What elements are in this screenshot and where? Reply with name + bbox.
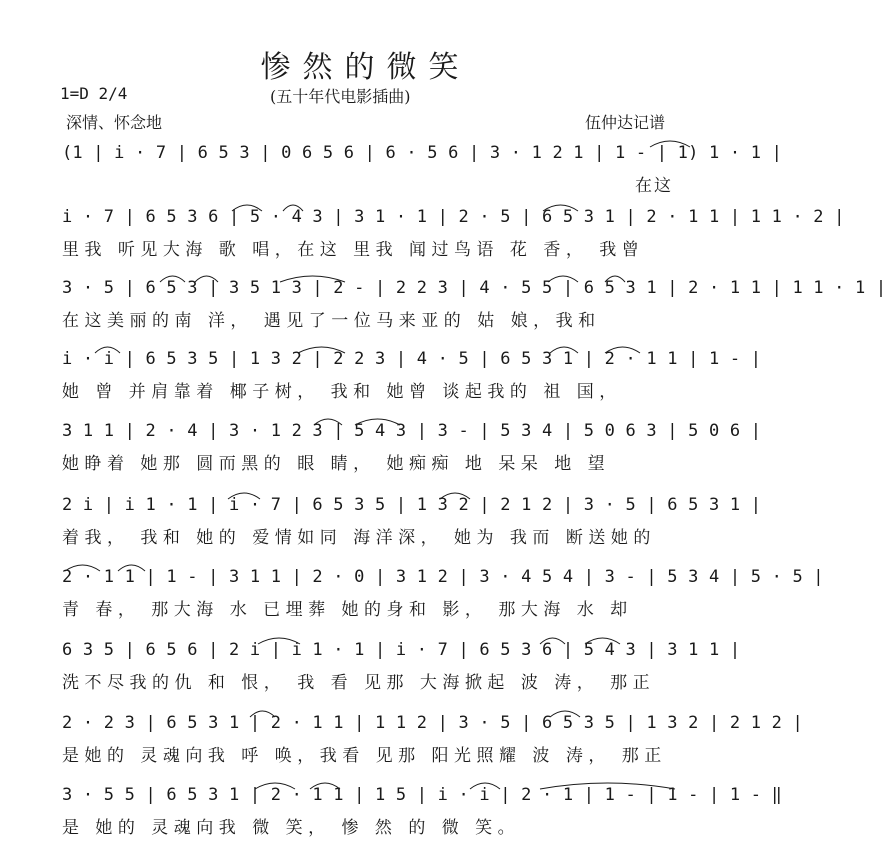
arranger-credit: 伍仲达记谱 [585, 113, 666, 132]
score-row [0, 278, 886, 338]
score-row [0, 207, 845, 267]
notation-line: i · i | 6 5 3 5 | 1 3 2 | 2 2 3 | 4 · 5 | 6 5 3 1 | 2 · 1 1 | 1 - | [62, 349, 762, 369]
notation-line: (1 | i · 7 | 6 5 3 | 0 6 5 6 | 6 · 5 6 | 3 · 1 2 1 | 1 - | 1) 1 · 1 | [62, 143, 783, 163]
lyric-line: 她睁着 她那 圆而黑的 眼 睛， 她痴痴 地 呆呆 地 望 [62, 454, 611, 474]
lyric-line: 青 春， 那大海 水 已埋葬 她的身和 影， 那大海 水 却 [62, 600, 633, 620]
lyric-line: 她 曾 并肩靠着 椰子树， 我和 她曾 谈起我的 祖 国， [62, 382, 622, 402]
subtitle: (五十年代电影插曲) [270, 87, 411, 106]
lyric-line: 洗不尽我的仇 和 恨， 我 看 见那 大海掀起 波 涛， 那正 [62, 673, 656, 693]
score-row [0, 713, 803, 773]
notation-line: 2 · 1 1 | 1 - | 3 1 1 | 2 · 0 | 3 1 2 | 3 · 4 5 4 | 3 - | 5 3 4 | 5 · 5 | [62, 567, 824, 587]
notation-line: 6 3 5 | 6 5 6 | 2 i | i 1 · 1 | i · 7 | 6 5 3 6 | 5 4 3 | 3 1 1 | [62, 640, 741, 660]
notation-line: 2 · 2 3 | 6 5 3 1 | 2 · 1 1 | 1 1 2 | 3 · 5 | 6 5 3 5 | 1 3 2 | 2 1 2 | [62, 713, 803, 733]
notation-line: 3 · 5 5 | 6 5 3 1 | 2 · 1 1 | 1 5 | i · i | 2 · 1 | 1 - | 1 - | 1 - ‖ [62, 785, 783, 805]
score-row [0, 640, 741, 700]
notation-line: 3 1 1 | 2 · 4 | 3 · 1 2 3 | 5 4 3 | 3 - | 5 3 4 | 5 0 6 3 | 5 0 6 | [62, 421, 762, 441]
lyric-line: 里我 听见大海 歌 唱，在这 里我 闻过鸟语 花 香， 我曾 [62, 240, 645, 260]
lyric-line: 着我， 我和 她的 爱情如同 海洋深， 她为 我而 断送她的 [62, 528, 656, 548]
lyric-line: 是她的 灵魂向我 呼 唤，我看 见那 阳光照耀 波 涛， 那正 [62, 746, 667, 766]
score-row [0, 349, 762, 409]
notation-line: 3 · 5 | 6 5 3 | 3 5 1 3 | 2 - | 2 2 3 | 4 · 5 5 | 6 5 3 1 | 2 · 1 1 | 1 1 · 1 | [62, 278, 886, 298]
lyric-line: 在这美丽的南 洋， 遇见了一位马来亚的 姑 娘，我和 [62, 311, 601, 331]
notation-line: i · 7 | 6 5 3 6 | 5 · 4 3 | 3 1 · 1 | 2 · 5 | 6 5 3 1 | 2 · 1 1 | 1 1 · 2 | [62, 207, 845, 227]
score-row [0, 785, 783, 845]
score-row [0, 143, 783, 203]
expression-mark: 深情、怀念地 [66, 113, 163, 132]
score-title: 惨然的微笑 [260, 50, 471, 85]
lyric-line: 在这 [635, 176, 673, 196]
key-signature: 1=D 2/4 [60, 84, 128, 103]
notation-line: 2 i | i 1 · 1 | i · 7 | 6 5 3 5 | 1 3 2 | 2 1 2 | 3 · 5 | 6 5 3 1 | [62, 495, 762, 515]
score-row [0, 567, 824, 627]
lyric-line: 是 她的 灵魂向我 微 笑， 惨 然 的 微 笑。 [62, 818, 521, 838]
score-row [0, 421, 762, 481]
score-row [0, 495, 762, 555]
